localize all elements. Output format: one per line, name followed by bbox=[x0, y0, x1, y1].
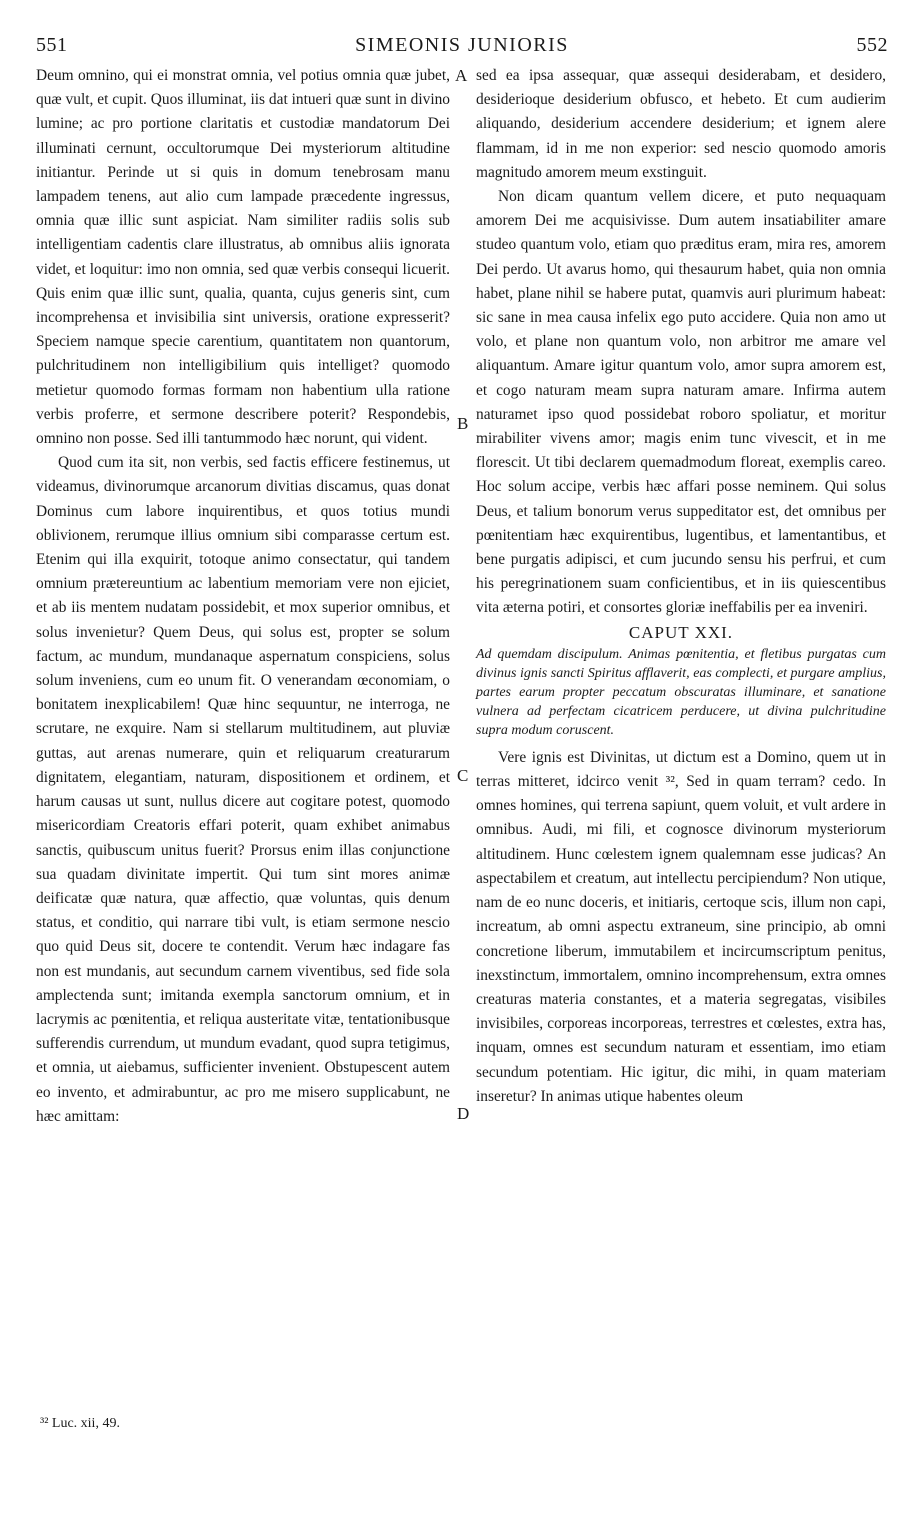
paragraph: Deum omnino, qui ei monstrat omnia, vel potius omnia quæ jubet, quæ vult, et cupit. Quos illuminat, iis dat intueri quæ sunt in divino lumine; ac pro portione claritatis et custodiæ mandatorum Dei illuminati cernunt, occultorumque Dei mysteriorum altitudine initiantur. Perinde ut si quis in domum tenebrosam manu lampadem tenens, aut alio cum lampade præcedente ingressus, omnia quæ illic sunt aspiciat. Nam similiter radiis solis sub intelligentiam cadentis clare illustratus, ab omnibus aliis ignorata videt, et loquitur: imo non omnia, sed quæ verbis consequi licuerit. Quis enim quæ illic sunt, qualia, quanta, cujus generis sint, cum incomprehensa et invisibilia sint universis, oratione expresserit? Speciem namque specie carentium, quantitatem non quantorum, pulchritudinem non intelligibilium quis intelliget? quomodo metietur quomodo formas formam non habentium ulla ratione verbis proferre, et sermone describere poterit? Respondebis, omnino non posse. Sed illi tantummodo hæc norunt, qui vident. bbox=[36, 67, 450, 448]
page-number-left: 551 bbox=[36, 34, 68, 56]
chapter-title: CAPUT XXI. bbox=[628, 622, 734, 642]
running-title: SIMEONIS JUNIORIS bbox=[355, 34, 569, 56]
paragraph: Quod cum ita sit, non verbis, sed factis efficere festinemus, ut videamus, divinorumque arcanorum divitias discamus, quas donat Dominus cum labore inquirentibus, et quos totius mundi oblivionem, rerumque illius omnium sibi comparasse certum est. Etenim qui illa exquirit, totoque animo consectatur, qui tandem omnium prætereuntium ac labentium memoriam vere non ejiciet, et ab iis mentem nudatam possidebit, et mox superior omnibus, et solus invenietur? Quem Deus, qui solus est, propter se solum factum, ac mundum, mundanaque aspernatum conspiciens, solus solum inveniens, cum eo unum fit. O venerandam œconomiam, o bonitatem inexplicabilem! Quæ hinc sequuntur, ne interroga, ne scrutare, ne exquire. Nam si stellarum multitudinem, aut pluviæ guttas, aut arenas numerare, quin et reliquarum creaturarum dignitatem, elegantiam, naturam, dispositionem et ordinem, et harum causas ut sunt, nullus dicere aut cogitare potest, quomodo misericordiam Creatoris effari poterit, quam exhibet animabus sanctis, quibuscum unitus fuerit? Prorsus enim illas conjunctione sua quadam divinitate impertit. Qui tum sint mores animæ deificatæ quæ natura, quæ affectio, quæ voluntas, quis denum status, et conditio, qui narrare tibi vult, is etiam sermone nescio quo quid Deus sit, docere te contendit. Verum hæc indagare fas non est mundanis, aut secundum carnem viventibus, sed fide sola amplectenda sunt; imitanda exempla sanctorum omnium, et in lacrymis ac pœnitentia, et reliqua austeritate vitæ, tentationibusque sufferendis currendum, ut mundum evadant, quod supra tetigimus, et omnia, ut aiebamus, sufficienter invenient. Obstupescent autem eo invento, et admirabuntur, ac pro me misero supplicabunt, ne hæc amittam: bbox=[36, 454, 450, 1125]
margin-marker-a: A bbox=[455, 66, 468, 85]
margin-marker-b: B bbox=[457, 414, 469, 433]
page-number-right: 552 bbox=[856, 34, 888, 56]
footnote: ³² Luc. xii, 49. bbox=[40, 1416, 120, 1431]
paragraph: Vere ignis est Divinitas, ut dictum est a Domino, quem ut in terras mitteret, idcirco venit ³², Sed in quam terram? cedo. In omnes homines, qui terrena sapiunt, quem voluit, et vult ardere in omnibus. Audi, mi fili, et cognosce divinorum mysteriorum altitudinem. Hunc cœlestem ignem qualemnam esse judicas? An aspectabilem et creatum, aut intellectu percipiendum? Non utique, nam de eo nunc doceris, et initiaris, certoque scis, illum non capi, increatum, ab omni aspectu extraneum, sine principio, ab omni concretione liberum, immutabilem et incircumscriptum penitus, inexstinctum, immortalem, omnino incomprehensum, extra omnes creaturas materia constantes, et a materia segregatas, visibiles invisibiles, corporeas incorporeas, terrestres et cœlestes, extra has, inquam, omnes est secundum naturam et essentiam, imo etiam secundum potentiam. Hic igitur, dic mihi, in quam materiam inseretur? In animas utique habentes oleum bbox=[476, 748, 886, 1105]
chapter-summary: Ad quemdam discipulum. Animas pœnitentia, et fletibus purgatas cum divinus ignis sancti Spiritus afflaverit, eas complecti, et purgare amplius, partes earum propter peccatum obscuratas illuminare, et sanatione vulnera ad perfectam cicatricem perducere, ut divina pulchritudine supra modum coruscent. bbox=[476, 646, 886, 738]
left-column bbox=[36, 64, 450, 1129]
margin-marker-c: C bbox=[457, 766, 469, 785]
page-header bbox=[36, 34, 888, 62]
paragraph: sed ea ipsa assequar, quæ assequi desiderabam, et desidero, desiderioque desiderium obfusco, et hebeto. Et cum audierim aliquando, desiderium accendere desiderium; et ignem alere flammam, id in me non experior: sed nescio quomodo amoris magnitudo amorem meum exstinguit. bbox=[476, 67, 886, 181]
paragraph: Non dicam quantum vellem dicere, et puto nequaquam amorem Dei me acquisivisse. Dum autem insatiabiliter amare studeo quantum volo, etiam quo præditus eram, mira res, amorem Dei perdo. Ut avarus homo, qui thesaurum habet, quia non omnia habet, plane nihil se habere putat, quamvis auri plurimum habeat: sic sane in mea causa infelix ego puto accidere. Quia non amo ut volo, et plane non quantum volo, non arbitror me amare vel aliquantum. Amare igitur quantum volo, amor supra amorem est, et cogo naturam meam supra naturam amare. Infirma autem naturamet ipso quod possidebat roboro spoliatur, et moritur mirabiliter vivens amor; magis enim tunc vivescit, et in me florescit. Ut tibi declarem quemadmodum floreat, exemplis careo. Hoc solum accipe, verbis hæc affari posse neminem. Qui solus Deus, et talium bonorum verus suppeditator est, det omnibus per pœnitentiam hæc exquirentibus, lugentibus, et lamentantibus, et bene purgatis adipisci, et cum jucundo sensu his perfrui, et cum his peregrinationem suam conficientibus, et in iis quiescentibus vita æterna potiri, et consortes gloriæ ineffabilis per ea inveniri. bbox=[476, 188, 886, 617]
margin-marker-d: D bbox=[457, 1104, 470, 1123]
right-column bbox=[476, 64, 886, 1109]
